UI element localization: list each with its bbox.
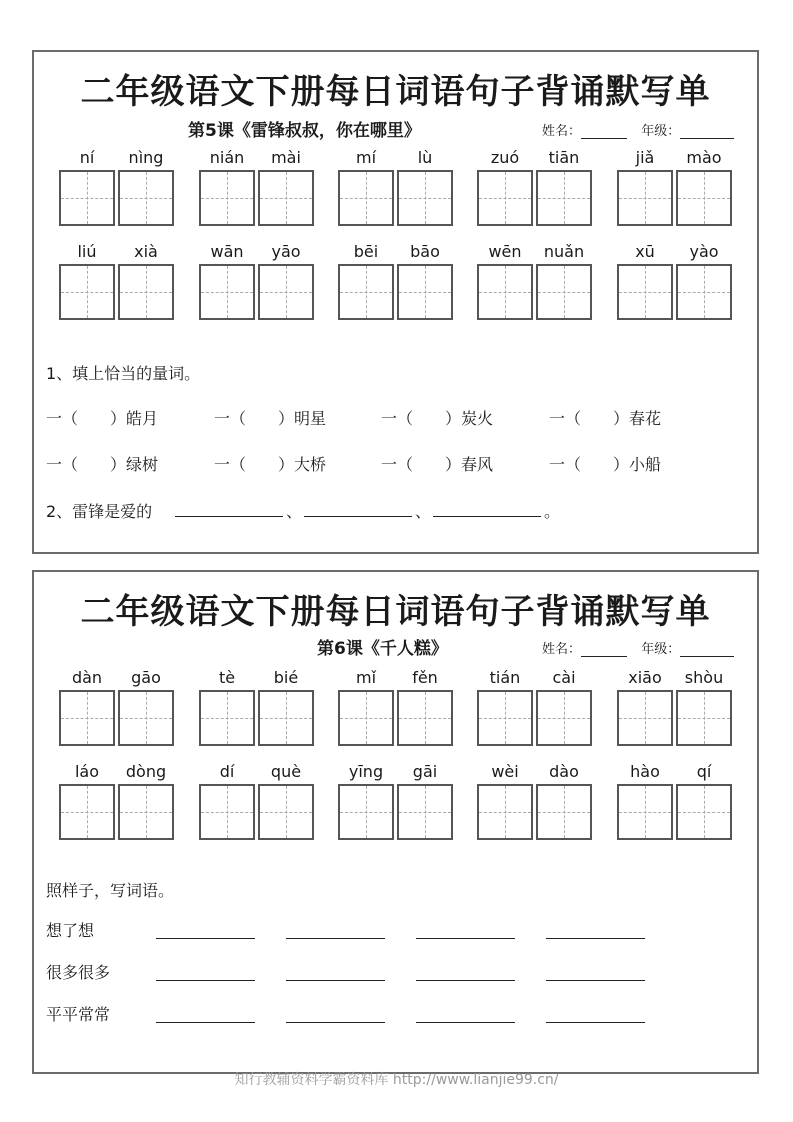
guide-line [505, 692, 506, 744]
writing-box[interactable] [258, 784, 314, 840]
writing-box[interactable] [258, 170, 314, 226]
pinyin-label: nìng [128, 148, 164, 167]
measure-word-item: 一（ ）大桥 [214, 455, 327, 474]
guide-line [366, 266, 367, 318]
guide-line [645, 266, 646, 318]
pinyin-label: mài [271, 148, 301, 167]
guide-line [286, 172, 287, 224]
pinyin-label: xià [134, 242, 158, 261]
answer-blank[interactable] [546, 1022, 645, 1023]
pinyin-label: yāo [271, 242, 301, 261]
writing-box[interactable] [676, 690, 732, 746]
pinyin-label: wēn [488, 242, 522, 261]
pinyin-label: mǐ [355, 668, 377, 687]
answer-blank[interactable] [416, 980, 515, 981]
guide-line [146, 692, 147, 744]
writing-box[interactable] [617, 170, 673, 226]
writing-box[interactable] [199, 264, 255, 320]
guide-line [146, 172, 147, 224]
lesson-title: 第6课《千人糕》 [317, 639, 448, 659]
guide-line [505, 266, 506, 318]
pinyin-label: dí [219, 762, 235, 781]
guide-line [425, 172, 426, 224]
answer-blank[interactable] [546, 980, 645, 981]
pinyin-label: nuǎn [543, 242, 585, 261]
pinyin-label: què [270, 762, 302, 781]
guide-line [87, 786, 88, 838]
name-blank[interactable] [581, 642, 627, 657]
writing-box[interactable] [397, 170, 453, 226]
writing-box[interactable] [118, 264, 174, 320]
pinyin-label: dòng [125, 762, 167, 781]
answer-blank[interactable] [433, 516, 541, 517]
footer-watermark: 知行教辅资料学霸资料库 http://www.lianjie99.cn/ [234, 1072, 559, 1088]
writing-box[interactable] [59, 784, 115, 840]
answer-blank[interactable] [156, 980, 255, 981]
guide-line [564, 266, 565, 318]
answer-blank[interactable] [304, 516, 412, 517]
pinyin-label: láo [74, 762, 100, 781]
pinyin-label: tiān [548, 148, 580, 167]
pinyin-label: cài [552, 668, 576, 687]
measure-word-item: 一（ ）春花 [549, 409, 662, 428]
writing-box[interactable] [118, 690, 174, 746]
writing-box[interactable] [258, 264, 314, 320]
example-word: 想了想 [46, 921, 95, 940]
guide-line [425, 266, 426, 318]
writing-box[interactable] [676, 264, 732, 320]
pinyin-label: xū [635, 242, 655, 261]
worksheet-lesson-5 [32, 50, 759, 554]
answer-blank[interactable] [416, 1022, 515, 1023]
writing-box[interactable] [59, 690, 115, 746]
guide-line [366, 692, 367, 744]
writing-box[interactable] [676, 784, 732, 840]
pinyin-label: liú [77, 242, 97, 261]
answer-blank[interactable] [286, 980, 385, 981]
guide-line [366, 172, 367, 224]
guide-line [227, 692, 228, 744]
guide-line [366, 786, 367, 838]
name-label: 姓名： [542, 642, 582, 657]
guide-line [227, 266, 228, 318]
guide-line [564, 692, 565, 744]
example-word: 很多很多 [46, 963, 111, 982]
guide-line [286, 692, 287, 744]
pinyin-label: lù [417, 148, 433, 167]
guide-line [645, 172, 646, 224]
grade-blank[interactable] [680, 124, 734, 139]
pinyin-label: fěn [412, 668, 438, 687]
pinyin-label: qí [696, 762, 712, 781]
guide-line [87, 692, 88, 744]
name-blank[interactable] [581, 124, 627, 139]
writing-box[interactable] [617, 690, 673, 746]
pinyin-label: bié [273, 668, 299, 687]
measure-word-item: 一（ ）皓月 [46, 409, 159, 428]
guide-line [505, 786, 506, 838]
worksheet-title: 二年级语文下册每日词语句子背诵默写单 [80, 592, 711, 632]
guide-line [227, 172, 228, 224]
instruction: 照样子，写词语。 [46, 881, 175, 900]
writing-box[interactable] [258, 690, 314, 746]
grade-label: 年级： [641, 124, 681, 139]
writing-box[interactable] [536, 264, 592, 320]
answer-blank[interactable] [156, 1022, 255, 1023]
pinyin-label: tè [218, 668, 236, 687]
pinyin-label: nián [209, 148, 245, 167]
separator: 、 [286, 502, 303, 521]
pinyin-label: yīng [348, 762, 384, 781]
guide-line [286, 786, 287, 838]
pinyin-label: mí [355, 148, 377, 167]
writing-box[interactable] [338, 170, 394, 226]
measure-word-item: 一（ ）绿树 [46, 455, 159, 474]
pinyin-label: shòu [684, 668, 724, 687]
guide-line [425, 786, 426, 838]
measure-word-item: 一（ ）小船 [549, 455, 662, 474]
pinyin-label: hào [630, 762, 660, 781]
guide-line [564, 172, 565, 224]
guide-line [286, 266, 287, 318]
writing-box[interactable] [477, 784, 533, 840]
writing-box[interactable] [536, 690, 592, 746]
answer-blank[interactable] [286, 1022, 385, 1023]
grade-label: 年级： [641, 642, 681, 657]
writing-box[interactable] [59, 170, 115, 226]
pinyin-label: ní [79, 148, 95, 167]
guide-line [645, 692, 646, 744]
pinyin-label: jiǎ [635, 148, 655, 167]
measure-word-item: 一（ ）明星 [214, 409, 327, 428]
period: 。 [544, 502, 561, 521]
guide-line [704, 266, 705, 318]
measure-word-item: 一（ ）春风 [381, 455, 494, 474]
student-info [542, 120, 734, 139]
writing-box[interactable] [477, 170, 533, 226]
guide-line [425, 692, 426, 744]
guide-line [505, 172, 506, 224]
lesson-title: 第5课《雷锋叔叔，你在哪里》 [188, 121, 421, 141]
writing-box[interactable] [536, 784, 592, 840]
pinyin-label: wān [210, 242, 244, 261]
guide-line [564, 786, 565, 838]
question-2: 2、雷锋是爱的 [46, 502, 153, 521]
guide-line [645, 786, 646, 838]
guide-line [704, 172, 705, 224]
writing-box[interactable] [199, 170, 255, 226]
answer-blank[interactable] [546, 938, 645, 939]
guide-line [146, 786, 147, 838]
writing-box[interactable] [118, 170, 174, 226]
writing-box[interactable] [338, 264, 394, 320]
answer-blank[interactable] [416, 938, 515, 939]
pinyin-label: dàn [71, 668, 103, 687]
writing-box[interactable] [536, 170, 592, 226]
guide-line [87, 266, 88, 318]
pinyin-label: xiāo [628, 668, 662, 687]
writing-box[interactable] [477, 690, 533, 746]
writing-box[interactable] [617, 784, 673, 840]
guide-line [704, 786, 705, 838]
guide-line [146, 266, 147, 318]
writing-box[interactable] [118, 784, 174, 840]
measure-word-item: 一（ ）炭火 [381, 409, 494, 428]
question-1: 1、填上恰当的量词。 [46, 364, 201, 383]
pinyin-label: bēi [353, 242, 379, 261]
pinyin-label: yào [689, 242, 719, 261]
pinyin-label: gāo [131, 668, 161, 687]
writing-box[interactable] [199, 690, 255, 746]
example-word: 平平常常 [46, 1005, 111, 1024]
writing-box[interactable] [397, 264, 453, 320]
writing-box[interactable] [338, 690, 394, 746]
guide-line [227, 786, 228, 838]
writing-box[interactable] [397, 690, 453, 746]
pinyin-label: mào [686, 148, 722, 167]
writing-box[interactable] [397, 784, 453, 840]
pinyin-label: dào [549, 762, 579, 781]
pinyin-label: wèi [491, 762, 519, 781]
answer-blank[interactable] [156, 938, 255, 939]
pinyin-label: bāo [410, 242, 440, 261]
pinyin-label: zuó [490, 148, 520, 167]
answer-blank[interactable] [175, 516, 283, 517]
guide-line [87, 172, 88, 224]
answer-blank[interactable] [286, 938, 385, 939]
pinyin-label: gāi [412, 762, 438, 781]
worksheet-lesson-6 [32, 570, 759, 1074]
writing-box[interactable] [477, 264, 533, 320]
student-info [542, 638, 734, 657]
writing-box[interactable] [199, 784, 255, 840]
separator: 、 [415, 502, 432, 521]
grade-blank[interactable] [680, 642, 734, 657]
worksheet-title: 二年级语文下册每日词语句子背诵默写单 [80, 72, 711, 112]
writing-box[interactable] [617, 264, 673, 320]
name-label: 姓名： [542, 124, 582, 139]
writing-box[interactable] [59, 264, 115, 320]
guide-line [704, 692, 705, 744]
writing-box[interactable] [338, 784, 394, 840]
writing-box[interactable] [676, 170, 732, 226]
pinyin-label: tián [489, 668, 521, 687]
